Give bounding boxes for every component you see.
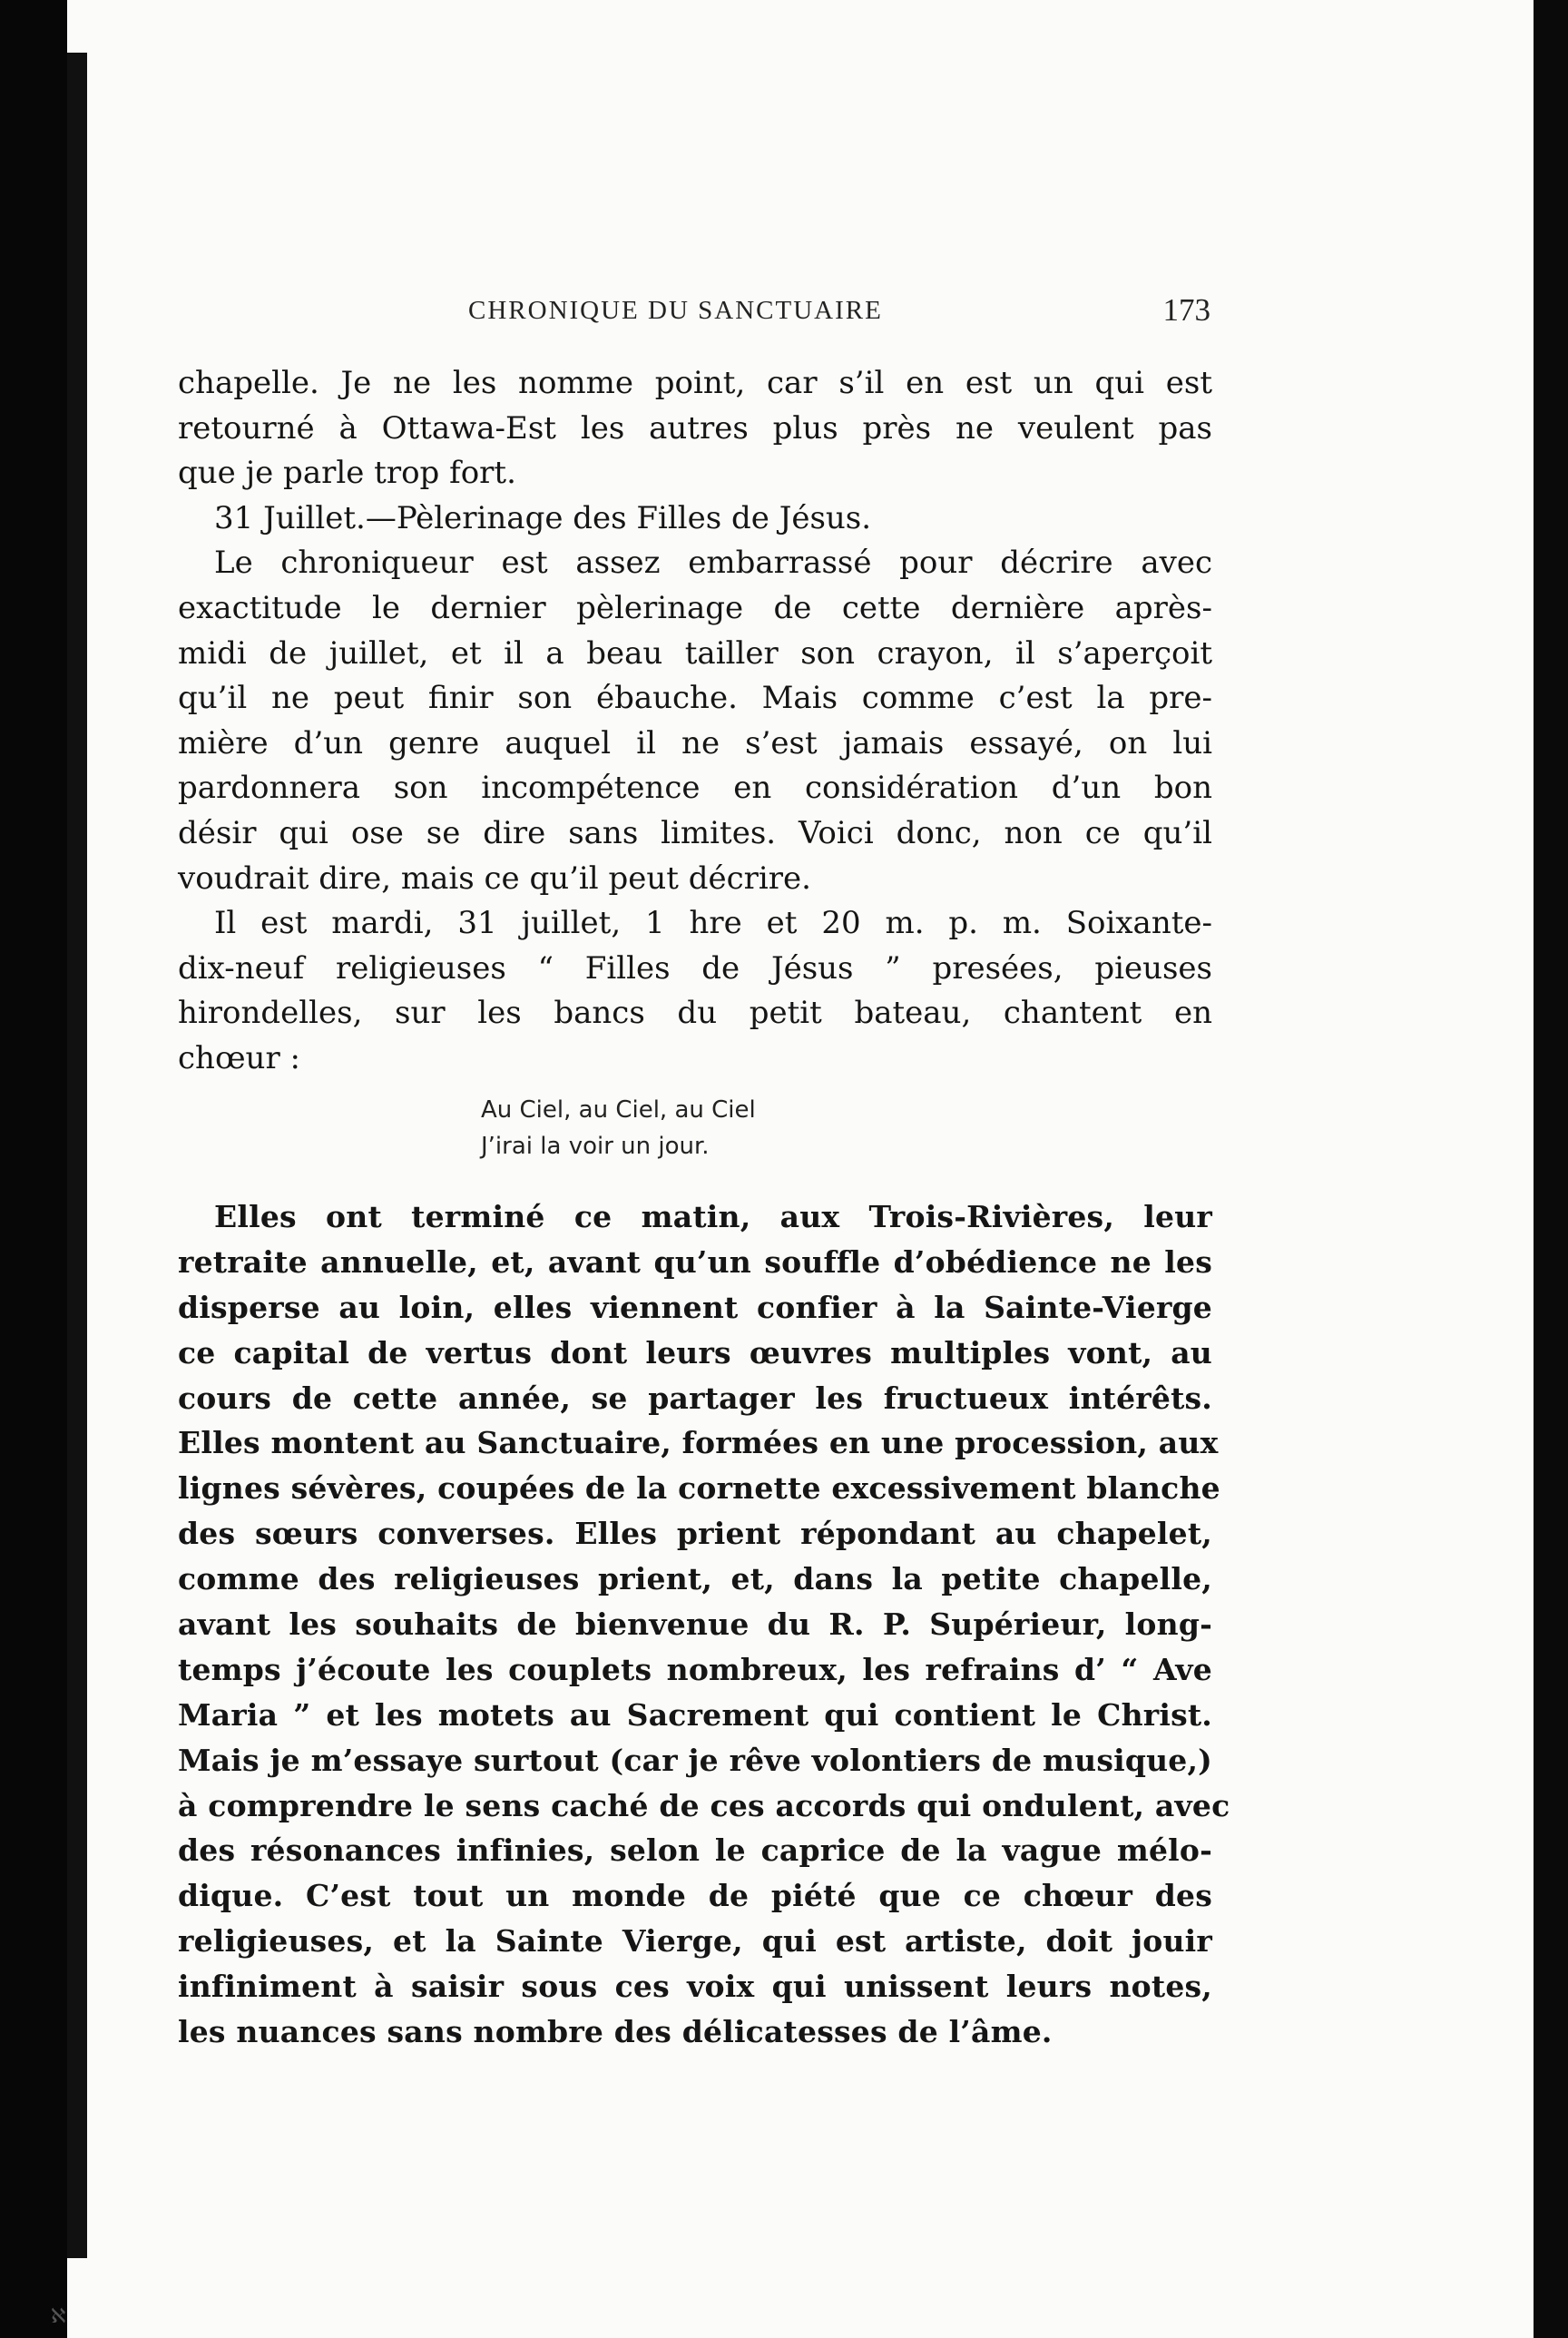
text-line: retourné à Ottawa-Est les autres plus près ne veulent pas <box>178 409 1212 447</box>
text-line: Maria ” et les motets au Sacrement qui contient le Christ. <box>178 1696 1212 1733</box>
verse-quote <box>481 1092 756 1164</box>
text-line: dique. C’est tout un monde de piété que ce chœur des <box>178 1878 1212 1914</box>
text-line: à comprendre le sens caché de ces accords qui ondulent, avec <box>178 1787 1230 1823</box>
text-line: pardonnera son incompétence en considération d’un bon <box>178 770 1212 807</box>
text-line: Elles ont terminé ce matin, aux Trois-Rivières, leur <box>214 1199 1212 1234</box>
text-line: les nuances sans nombre des délicatesses de l’âme. <box>178 2014 1053 2050</box>
body-text-bottom <box>178 1194 1230 2055</box>
text-line: ce capital de vertus dont leurs œuvres multiples vont, au <box>178 1334 1212 1370</box>
text-line: voudrait dire, mais ce qu’il peut décrire. <box>178 860 811 897</box>
text-line: midi de juillet, et il a beau tailler son crayon, il s’aperçoit <box>178 634 1212 672</box>
text-line: temps j’écoute les couplets nombreux, les refrains d’ “ Ave <box>178 1651 1212 1687</box>
running-title: CHRONIQUE DU SANCTUAIRE <box>468 296 883 325</box>
text-line: disperse au loin, elles viennent confier à la Sainte-Vierge <box>178 1289 1212 1325</box>
text-line: chœur : <box>178 1039 300 1076</box>
body-text-top <box>178 361 1212 1082</box>
text-line: mière d’un genre auquel il ne s’est jamais essayé, on lui <box>178 724 1212 761</box>
text-line: comme des religieuses prient, et, dans la petite chapelle, <box>178 1561 1212 1597</box>
scan-border-right <box>1534 0 1568 2338</box>
text-line: exactitude le dernier pèlerinage de cette dernière après- <box>178 589 1212 626</box>
text-line: 31 Juillet.—Pèlerinage des Filles de Jésus. <box>214 499 872 536</box>
text-line: hirondelles, sur les bancs du petit bateau, chantent en <box>178 995 1212 1032</box>
text-line: Il est mardi, 31 juillet, 1 hre et 20 m. p. m. Soixante- <box>214 905 1212 942</box>
text-line: Elles montent au Sanctuaire, formées en une procession, aux <box>178 1425 1219 1461</box>
text-line: chapelle. Je ne les nomme point, car s’il en est un qui est <box>178 365 1212 401</box>
text-line: Mais je m’essaye surtout (car je rêve volontiers de musique,) <box>178 1742 1212 1778</box>
text-line: des sœurs converses. Elles prient répondant au chapelet, <box>178 1516 1212 1552</box>
text-line: cours de cette année, se partager les fructueux intérêts. <box>178 1380 1212 1416</box>
text-line: infiniment à saisir sous ces voix qui unissent leurs notes, <box>178 1969 1212 2005</box>
text-line: Le chroniqueur est assez embarrassé pour décrire avec <box>214 545 1212 582</box>
text-line: religieuses, et la Sainte Vierge, qui est artiste, doit jouir <box>178 1923 1212 1960</box>
scan-corner-mark: ℵ <box>51 2305 66 2328</box>
text-line: retraite annuelle, et, avant qu’un souffle d’obédience ne les <box>178 1243 1212 1280</box>
text-line: qu’il ne peut finir son ébauche. Mais comme c’est la pre- <box>178 680 1212 717</box>
verse-line: J’irai la voir un jour. <box>481 1133 710 1160</box>
text-line: lignes sévères, coupées de la cornette excessivement blanche <box>178 1470 1220 1507</box>
page-number: 173 <box>1162 292 1210 328</box>
text-line: avant les souhaits de bienvenue du R. P. Supérieur, long- <box>178 1606 1212 1643</box>
verse-line: Au Ciel, au Ciel, au Ciel <box>481 1096 756 1124</box>
binding-shadow <box>67 53 87 2258</box>
text-line: que je parle trop fort. <box>178 455 516 492</box>
page-header <box>196 292 1210 338</box>
text-line: dix-neuf religieuses “ Filles de Jésus ” presées, pieuses <box>178 949 1212 987</box>
text-line: désir qui ose se dire sans limites. Voici donc, non ce qu’il <box>178 814 1212 851</box>
text-line: des résonances infinies, selon le caprice de la vague mélo- <box>178 1832 1212 1869</box>
